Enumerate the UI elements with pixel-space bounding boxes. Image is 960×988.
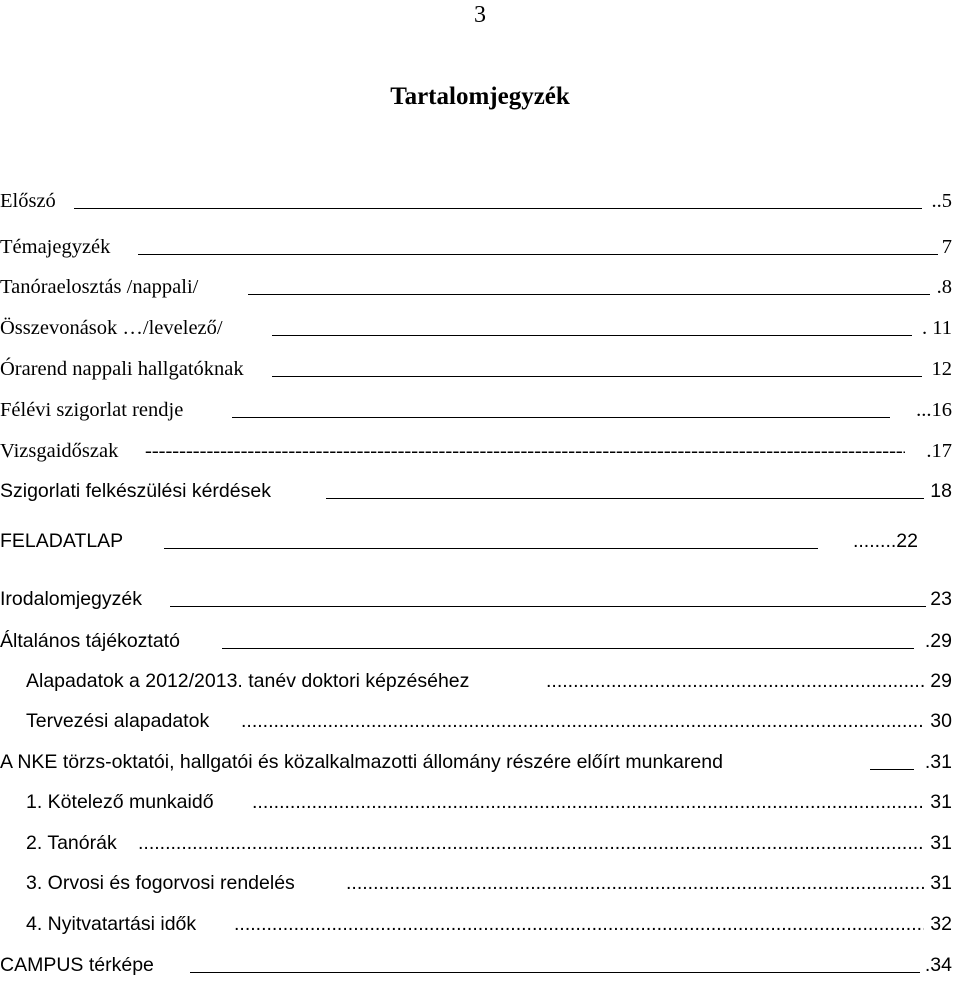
toc-entry-eloszo[interactable] <box>0 186 960 216</box>
toc-entry-szigorlati-kerdesek[interactable] <box>0 476 960 506</box>
toc-leader <box>138 232 938 255</box>
toc-leader <box>164 526 818 549</box>
toc-entry-label: Általános tájékoztató <box>0 630 180 652</box>
toc-entry-alapadatok[interactable] <box>0 666 960 696</box>
toc-entry-page: 12 <box>931 358 952 380</box>
toc-entry-orarend[interactable] <box>0 354 960 384</box>
toc-leader <box>170 584 926 607</box>
toc-entry-irodalomjegyzek[interactable] <box>0 584 960 614</box>
toc-entry-page: 7 <box>941 236 952 258</box>
toc-entry-label: Tanóraelosztás /nappali/ <box>0 276 199 298</box>
toc-leader <box>145 436 905 466</box>
toc-entry-temajegyzek[interactable] <box>0 232 960 262</box>
toc-leader <box>232 395 890 418</box>
toc-entry-page: 31 <box>930 791 952 813</box>
toc-entry-page: .8 <box>936 276 952 298</box>
toc-entry-page: .31 <box>924 751 952 773</box>
toc-entry-osszevonasok[interactable] <box>0 313 960 343</box>
toc-leader <box>326 476 924 499</box>
toc-entry-page: ........22 <box>852 530 918 552</box>
toc-entry-label: Témajegyzék <box>0 236 111 258</box>
toc-entry-tervezesi-alapadatok[interactable] <box>0 706 960 736</box>
toc-leader <box>248 272 930 295</box>
toc-entry-vizsgaidoszak[interactable] <box>0 436 960 466</box>
toc-entry-label: A NKE törzs-oktatói, hallgatói és közalkalmazotti állomány részére előírt munkarend <box>0 751 723 773</box>
toc-entry-label: Irodalomjegyzék <box>0 588 142 610</box>
toc-entry-label: Alapadatok a 2012/2013. tanév doktori képzéséhez <box>26 670 470 692</box>
toc-entry-label: Vizsgaidőszak <box>0 440 119 462</box>
toc-leader <box>190 950 920 973</box>
toc-entry-page: ..5 <box>931 190 952 212</box>
toc-entry-nyitvatartasi-idok[interactable] <box>0 909 960 939</box>
toc-entry-page: .34 <box>924 954 952 976</box>
toc-entry-tanorak[interactable] <box>0 828 960 858</box>
toc-leader <box>546 666 924 696</box>
page-number: 3 <box>474 2 486 28</box>
toc-leader <box>74 186 922 209</box>
toc-entry-label: 1. Kötelező munkaidő <box>26 791 214 813</box>
toc-entry-altalanos-tajekoztato[interactable] <box>0 626 960 656</box>
toc-entry-label: FELADATLAP <box>0 530 124 552</box>
toc-entry-page: .17 <box>926 440 952 462</box>
toc-entry-label: Előszó <box>0 190 56 212</box>
toc-entry-page: 32 <box>930 913 952 935</box>
toc-entry-page: 23 <box>930 588 952 610</box>
toc-entry-munkarend[interactable] <box>0 747 960 777</box>
toc-leader <box>272 354 922 377</box>
toc-entry-tanoraelosztas[interactable] <box>0 272 960 302</box>
toc-entry-label: 4. Nyitvatartási idők <box>26 913 197 935</box>
toc-entry-page: 29 <box>930 670 952 692</box>
toc-entry-kotelezo-munkaido[interactable] <box>0 787 960 817</box>
toc-entry-label: Tervezési alapadatok <box>26 710 210 732</box>
toc-entry-label: Félévi szigorlat rendje <box>0 399 184 421</box>
toc-entry-campus-terkepe[interactable] <box>0 950 960 980</box>
toc-entry-page: .29 <box>924 630 952 652</box>
toc-entry-label: 3. Orvosi és fogorvosi rendelés <box>26 872 295 894</box>
toc-entry-page: 31 <box>930 872 952 894</box>
toc-entry-label: 2. Tanórák <box>26 832 117 854</box>
toc-leader <box>222 626 914 649</box>
toc-entry-page: 31 <box>930 832 952 854</box>
toc-entry-label: Szigorlati felkészülési kérdések <box>0 480 271 502</box>
toc-leader <box>252 787 924 817</box>
toc-leader <box>870 747 914 770</box>
toc-entry-page: 18 <box>930 480 952 502</box>
toc-leader <box>241 706 925 736</box>
toc-entry-label: Összevonások …/levelező/ <box>0 317 223 339</box>
toc-entry-page: . 11 <box>922 317 952 339</box>
toc-entry-page: 30 <box>930 710 952 732</box>
toc-leader <box>138 828 924 858</box>
toc-entry-label: CAMPUS térképe <box>0 954 154 976</box>
toc-entry-page: ...16 <box>916 399 952 421</box>
toc-entry-orvosi-rendeles[interactable] <box>0 868 960 898</box>
toc-entry-feladatlap[interactable] <box>0 526 960 556</box>
toc-entry-felevi-szigorlat[interactable] <box>0 395 960 425</box>
toc-leader <box>234 909 924 939</box>
toc-title: Tartalomjegyzék <box>390 83 570 110</box>
toc-entry-label: Órarend nappali hallgatóknak <box>0 358 244 380</box>
toc-leader <box>346 868 924 898</box>
toc-leader <box>272 313 912 336</box>
